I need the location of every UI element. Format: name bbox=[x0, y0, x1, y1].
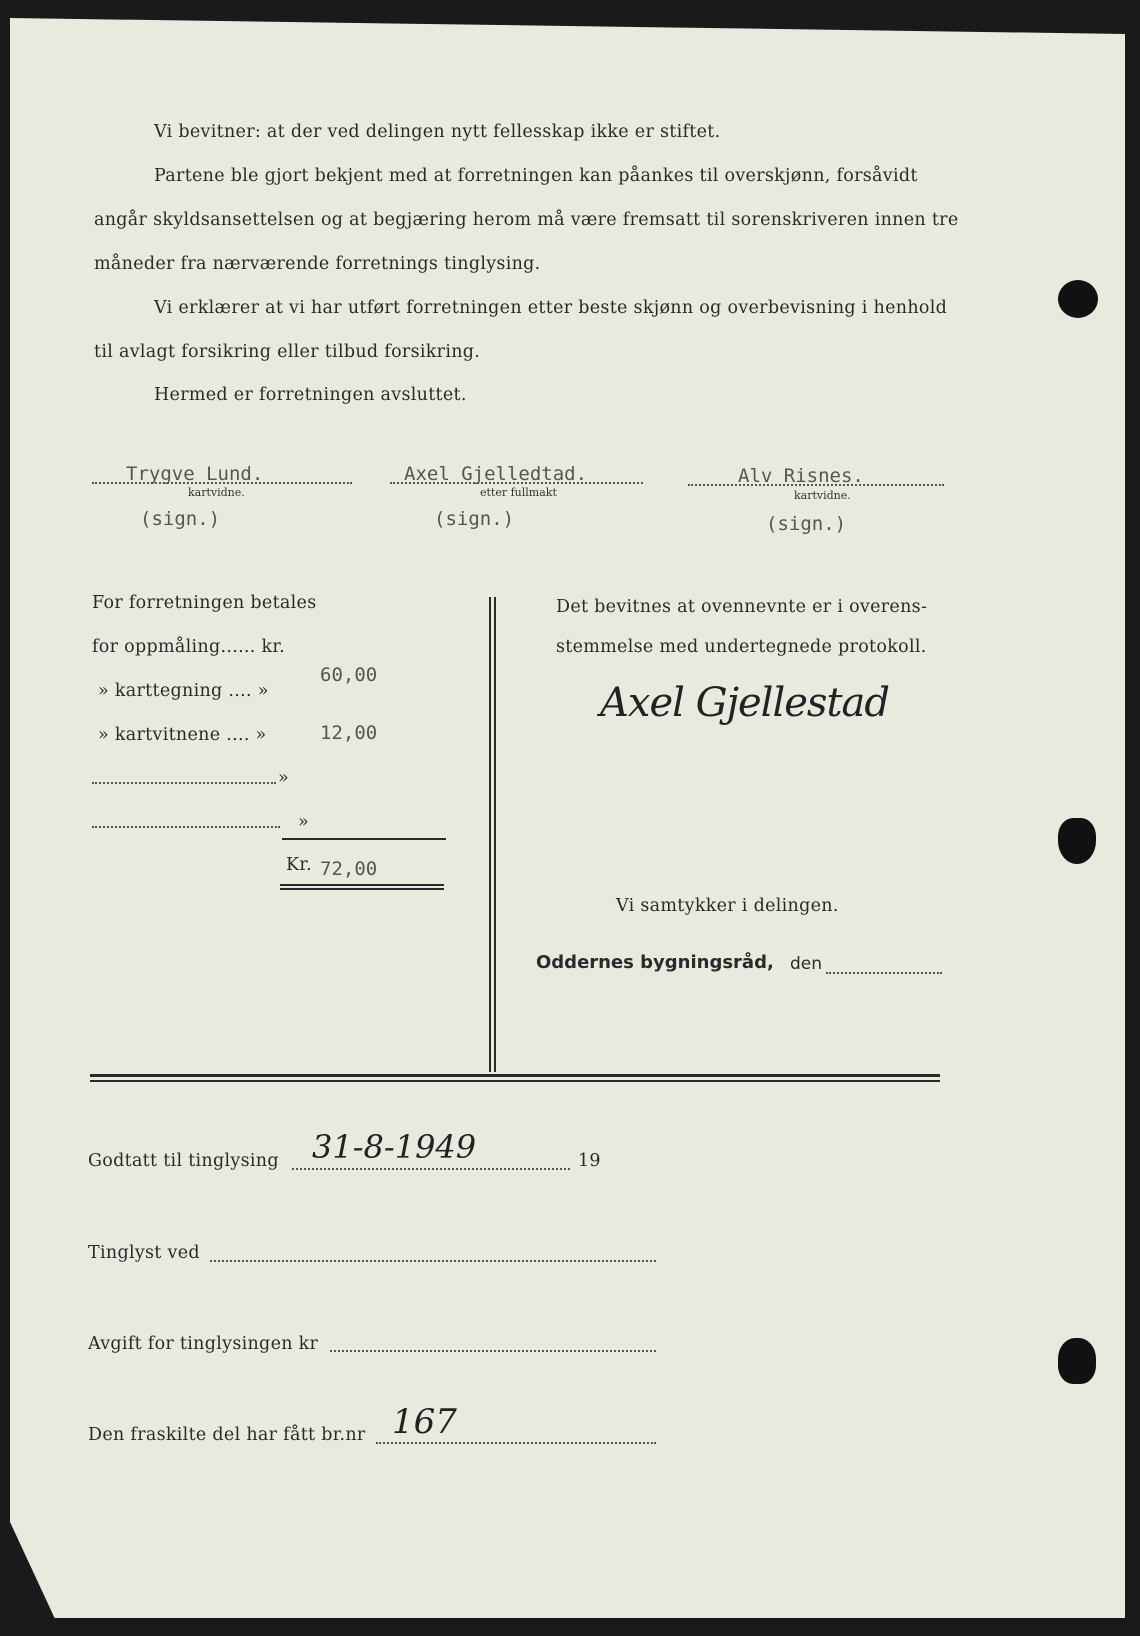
signature-sign-3: (sign.) bbox=[766, 513, 847, 535]
paragraph-fellesskap: Vi bevitner: at der ved delingen nytt fellesskap ikke er stiftet. bbox=[154, 122, 721, 142]
fee-total-double-line-top bbox=[280, 884, 444, 886]
fee-row-karttegning: » karttegning .... » bbox=[98, 681, 269, 701]
paragraph-pakjent-line1: Partene ble gjort bekjent med at forretningen kan påankes til overskjønn, forsåvidt bbox=[154, 166, 918, 186]
section-rule-bottom bbox=[90, 1080, 940, 1082]
fee-value-karttegning: 60,00 bbox=[320, 664, 378, 686]
signature-role-3: kartvidne. bbox=[794, 489, 851, 502]
handwritten-signature: Axel Gjellestad bbox=[600, 680, 889, 726]
consent-text: Vi samtykker i delingen. bbox=[616, 896, 839, 916]
signature-name-2: Axel Gjelledtad. bbox=[404, 463, 588, 485]
fee-total-label: Kr. bbox=[286, 855, 312, 875]
approved-year-prefix: 19 bbox=[578, 1151, 601, 1171]
signature-role-1: kartvidne. bbox=[188, 486, 245, 499]
approved-label: Godtatt til tinglysing bbox=[88, 1151, 279, 1171]
council-name: Oddernes bygningsråd, bbox=[536, 952, 774, 973]
signature-name-1: Trygve Lund. bbox=[126, 463, 264, 485]
fee-blank-mark-1: » bbox=[278, 768, 290, 788]
column-divider-right bbox=[494, 597, 496, 1072]
council-date-line bbox=[826, 972, 942, 974]
signature-sign-2: (sign.) bbox=[434, 508, 515, 530]
fee-blank-line-2 bbox=[92, 826, 280, 828]
fee-total-value: 72,00 bbox=[320, 858, 378, 880]
paragraph-pakjent-line3: måneder fra nærværende forretnings tinglysing. bbox=[94, 254, 541, 274]
fee-tinglysing-label: Avgift for tinglysingen kr bbox=[88, 1334, 319, 1354]
signature-role-2: etter fullmakt bbox=[480, 486, 557, 499]
brnr-label: Den fraskilte del har fått br.nr bbox=[88, 1425, 366, 1445]
registered-label: Tinglyst ved bbox=[88, 1243, 200, 1263]
approved-date: 31-8-1949 bbox=[312, 1128, 477, 1166]
fee-blank-mark-2: » bbox=[298, 812, 310, 832]
council-den: den bbox=[790, 954, 823, 974]
punch-hole-1 bbox=[1058, 280, 1098, 318]
fee-value-kartvitnene: 12,00 bbox=[320, 722, 378, 744]
punch-hole-3 bbox=[1058, 1338, 1096, 1384]
paragraph-avsluttet: Hermed er forretningen avsluttet. bbox=[154, 385, 467, 405]
fees-heading: For forretningen betales bbox=[92, 593, 317, 613]
fee-row-kartvitnene: » kartvitnene .... » bbox=[98, 725, 267, 745]
brnr-line bbox=[376, 1442, 656, 1444]
signature-name-3: Alv Risnes. bbox=[738, 465, 864, 487]
brnr-value: 167 bbox=[392, 1402, 457, 1442]
fee-tinglysing-line bbox=[330, 1350, 656, 1352]
punch-hole-2 bbox=[1058, 818, 1096, 864]
column-divider-left bbox=[489, 597, 491, 1072]
paragraph-erklaering-line1: Vi erklærer at vi har utført forretningen etter beste skjønn og overbevisning i henhold bbox=[154, 298, 948, 318]
paragraph-pakjent-line2: angår skyldsansettelsen og at begjæring herom må være fremsatt til sorenskriveren innen tre bbox=[94, 210, 959, 230]
registered-line bbox=[210, 1260, 656, 1262]
fee-sum-line bbox=[282, 838, 446, 840]
certification-line1: Det bevitnes at ovennevnte er i overens- bbox=[556, 597, 928, 617]
certification-line2: stemmelse med undertegnede protokoll. bbox=[556, 637, 927, 657]
fee-total-double-line-bottom bbox=[280, 888, 444, 890]
fee-blank-line-1 bbox=[92, 782, 276, 784]
fee-row-oppmaling: for oppmåling...... kr. bbox=[92, 637, 286, 657]
section-rule-top bbox=[90, 1074, 940, 1077]
signature-sign-1: (sign.) bbox=[140, 508, 221, 530]
paragraph-erklaering-line2: til avlagt forsikring eller tilbud forsikring. bbox=[94, 342, 481, 362]
approved-date-line bbox=[292, 1168, 570, 1170]
